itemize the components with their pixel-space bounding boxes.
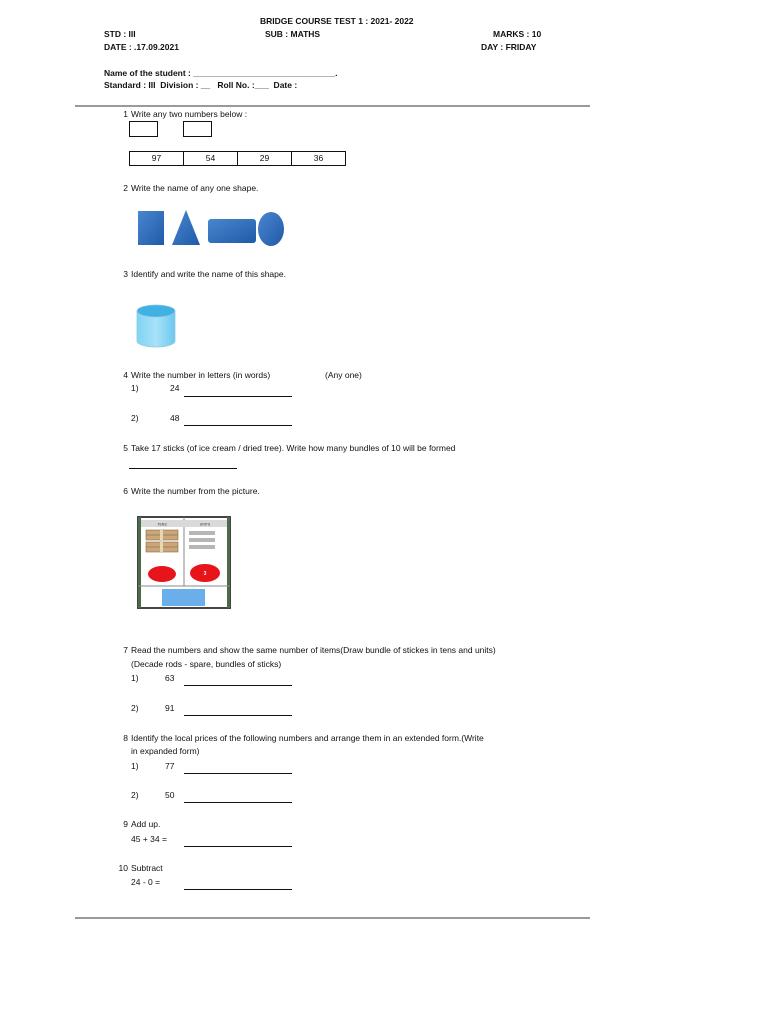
units-header: UNITS (199, 522, 211, 527)
top-rule (75, 105, 590, 107)
q7-item-value: 63 (165, 673, 175, 683)
q4-note: (Any one) (325, 370, 362, 380)
q4-answer-line-1[interactable] (184, 396, 292, 397)
q4-number: 4 (123, 370, 128, 380)
q1-number: 1 (123, 109, 128, 119)
q8-answer-line-1[interactable] (184, 773, 292, 774)
q10-expression: 24 - 0 = (131, 877, 161, 887)
triangle-shape-icon (172, 210, 200, 245)
number-cell: 29 (238, 152, 292, 165)
total-answer-box (162, 589, 205, 606)
student-name-field: Name of the student : ______________________________. (104, 68, 338, 78)
tens-header: TENS (157, 522, 167, 527)
circle-shape-icon (258, 212, 284, 246)
place-value-picture (137, 516, 231, 609)
test-title: BRIDGE COURSE TEST 1 : 2021- 2022 (260, 16, 414, 26)
q8-item-index: 1) (131, 761, 139, 771)
q7-answer-line-2[interactable] (184, 715, 292, 716)
unit-sticks-icon (189, 531, 215, 549)
number-cell: 97 (130, 152, 184, 165)
q4-text: Write the number in letters (in words) (131, 370, 271, 380)
q9-number: 9 (123, 819, 128, 829)
q5-text: Take 17 sticks (of ice cream / dried tree). Write how many bundles of 10 will be formed (131, 443, 456, 453)
rectangle-shape-icon (208, 219, 256, 243)
q8-item-value: 77 (165, 761, 175, 771)
answer-box-1[interactable] (129, 121, 158, 137)
number-table (129, 151, 346, 166)
q10-answer-line[interactable] (184, 889, 292, 890)
q10-text: Subtract (131, 863, 163, 873)
q4-answer-line-2[interactable] (184, 425, 292, 426)
q9-answer-line[interactable] (184, 846, 292, 847)
q3-text: Identify and write the name of this shape. (131, 269, 286, 279)
q4-item-value: 24 (170, 383, 180, 393)
q5-number: 5 (123, 443, 128, 453)
bottom-rule (75, 917, 590, 919)
cylinder-icon (134, 303, 178, 349)
q6-text: Write the number from the picture. (131, 486, 260, 496)
q4-item-index: 2) (131, 413, 139, 423)
q9-text: Add up. (131, 819, 161, 829)
q8-answer-line-2[interactable] (184, 802, 292, 803)
q1-text: Write any two numbers below : (131, 109, 248, 119)
q8-item-value: 50 (165, 790, 175, 800)
q7-number: 7 (123, 645, 128, 655)
q7-answer-line-1[interactable] (184, 685, 292, 686)
number-cell: 54 (184, 152, 238, 165)
q10-number: 10 (118, 863, 128, 873)
q8-text: Identify the local prices of the following numbers and arrange them in an extended form.(Write (131, 733, 484, 743)
tens-answer-oval (148, 566, 176, 582)
square-shape-icon (138, 211, 164, 245)
q8-number: 8 (123, 733, 128, 743)
shapes-image (135, 207, 287, 249)
q7-item-value: 91 (165, 703, 175, 713)
q8-item-index: 2) (131, 790, 139, 800)
std-label: STD : III (104, 29, 136, 39)
date-label: DATE : .17.09.2021 (104, 42, 179, 52)
standard-line: Standard : III Division : __ Roll No. :___ Date : (104, 80, 298, 90)
q4-item-index: 1) (131, 383, 139, 393)
q4-item-value: 48 (170, 413, 180, 423)
q9-expression: 45 + 34 = (131, 834, 167, 844)
q7-item-index: 2) (131, 703, 139, 713)
q7-item-index: 1) (131, 673, 139, 683)
q8-text-2: in expanded form) (131, 746, 200, 756)
q5-answer-line[interactable] (129, 468, 237, 469)
q6-number: 6 (123, 486, 128, 496)
q2-number: 2 (123, 183, 128, 193)
q3-number: 3 (123, 269, 128, 279)
marks-label: MARKS : 10 (493, 29, 542, 39)
q7-text: Read the numbers and show the same number of items(Draw bundle of stickes in tens and units) (131, 645, 496, 655)
number-cell: 36 (313, 153, 324, 163)
units-value: 3 (203, 571, 207, 577)
q2-text: Write the name of any one shape. (131, 183, 259, 193)
answer-box-2[interactable] (183, 121, 212, 137)
subject-label: SUB : MATHS (265, 29, 321, 39)
day-label: DAY : FRIDAY (481, 42, 537, 52)
q7-text-2: (Decade rods - spare, bundles of sticks) (131, 659, 282, 669)
